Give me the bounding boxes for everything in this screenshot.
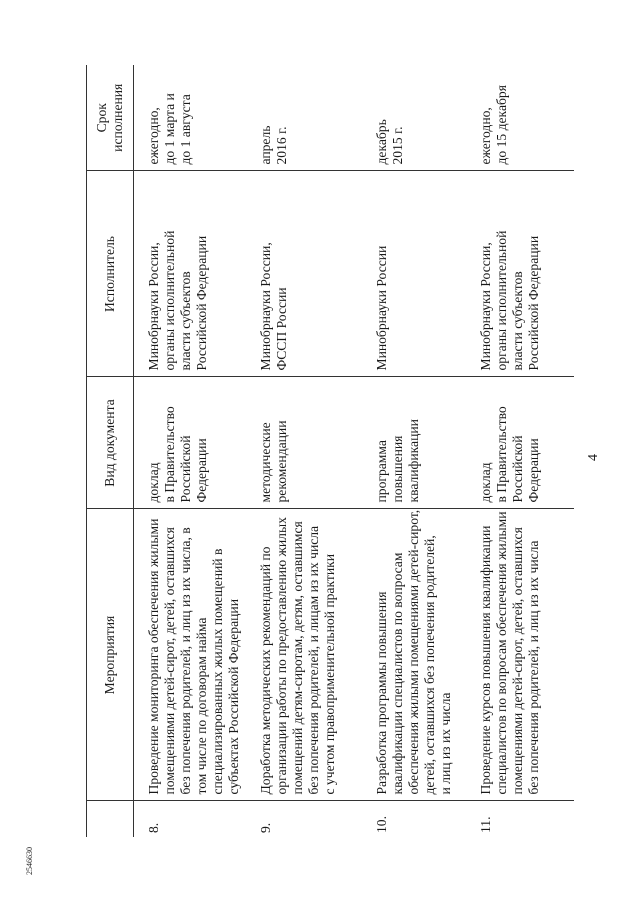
table-row	[246, 65, 362, 837]
text-line: декабрь	[374, 119, 389, 165]
header-deadline: Срок исполнения	[87, 65, 134, 171]
text-line: Минобрнауки России	[374, 245, 389, 371]
activity-cell	[246, 509, 362, 801]
text-line: и лиц из их числа	[438, 692, 453, 795]
text-line: повышения	[390, 435, 405, 503]
text-line: до 15 декабря	[494, 85, 509, 165]
text-line: Минобрнауки России,	[258, 242, 273, 371]
row-number: 10.	[374, 816, 389, 833]
executor-cell	[134, 171, 247, 377]
doc-type-cell	[362, 377, 466, 509]
deadline-cell	[466, 65, 574, 171]
activity-cell	[134, 509, 247, 801]
row-number: 8.	[146, 822, 161, 833]
text-line: программа	[374, 440, 389, 503]
text-line: специализированных жилых помещений в	[210, 548, 225, 795]
deadline-cell	[134, 65, 247, 171]
table-row	[466, 65, 574, 837]
text-line: Российской Федерации	[194, 235, 209, 371]
text-line: Российской Федерации	[526, 235, 541, 371]
text-line: помещениями детей-сирот, детей, оставшихся	[162, 527, 177, 795]
text-line: без попечения родителей, и лиц из их числа	[526, 540, 541, 795]
header-executor: Исполнитель	[87, 171, 134, 377]
doc-type-cell	[246, 377, 362, 509]
text-line: методические	[258, 422, 273, 503]
text-line: Разработка программы повышения	[374, 591, 389, 795]
text-line: Проведение мониторинга обеспечения жилыми	[146, 518, 161, 795]
text-line: в Правительство	[494, 406, 509, 503]
text-line: Российской	[510, 435, 525, 503]
text-line: 2016 г.	[274, 126, 289, 165]
text-line: том числе по договорам найма	[194, 617, 209, 795]
measures-table	[86, 65, 574, 837]
document-id: 2546630	[25, 847, 34, 875]
header-activities: Мероприятия	[87, 509, 134, 801]
text-line: органы исполнительной	[162, 230, 177, 371]
text-line: власти субъектов	[510, 271, 525, 371]
text-line: специалистов по вопросам обеспечения жилыми	[494, 511, 509, 795]
header-number	[87, 801, 134, 837]
executor-cell	[246, 171, 362, 377]
text-line: апрель	[258, 125, 273, 165]
text-line: Доработка методических рекомендаций по	[258, 546, 273, 795]
row-number: 9.	[258, 822, 273, 833]
table-row	[362, 65, 466, 837]
text-line: помещениями детей-сирот, детей, оставшихся	[510, 527, 525, 795]
text-line: квалификации специалистов по вопросам	[390, 552, 405, 795]
text-line: обеспечения жилыми помещениями детей-сирот,	[406, 509, 421, 795]
text-line: доклад	[478, 462, 493, 503]
text-line: в Правительство	[162, 406, 177, 503]
text-line: детей, оставшихся без попечения родителей,	[422, 535, 437, 795]
text-line: квалификации	[406, 419, 421, 503]
text-line: без попечения родителей, и лиц из их числа, в	[178, 527, 193, 795]
table-header-row	[87, 65, 134, 837]
text-line: Минобрнауки России,	[146, 242, 161, 371]
activity-cell	[362, 509, 466, 801]
text-line: Федерации	[526, 438, 541, 503]
text-line: органы исполнительной	[494, 230, 509, 371]
deadline-cell	[246, 65, 362, 171]
text-line: ФССП России	[274, 287, 289, 371]
header-document-type: Вид документа	[87, 377, 134, 509]
executor-cell	[466, 171, 574, 377]
deadline-cell	[362, 65, 466, 171]
doc-type-cell	[466, 377, 574, 509]
text-line: рекомендации	[274, 420, 289, 503]
text-line: власти субъектов	[178, 271, 193, 371]
executor-cell	[362, 171, 466, 377]
text-line: Минобрнауки России,	[478, 242, 493, 371]
text-line: с учетом правоприменительной практики	[322, 554, 337, 795]
doc-type-cell	[134, 377, 247, 509]
table-row	[134, 65, 247, 837]
text-line: до 1 марта и	[162, 93, 177, 165]
text-line: организации работы по предоставлению жилых	[274, 517, 289, 795]
page-number: 4	[586, 454, 601, 461]
text-line: ежегодно,	[146, 107, 161, 165]
text-line: без попечения родителей, и лицам из их числа	[306, 525, 321, 795]
text-line: до 1 августа	[178, 94, 193, 165]
text-line: доклад	[146, 462, 161, 503]
text-line: субъектах Российской Федерации	[226, 599, 241, 795]
text-line: помещений детям-сиротам, детям, оставшимся	[290, 521, 305, 795]
text-line: Федерации	[194, 438, 209, 503]
text-line: Проведение курсов повышения квалификации	[478, 525, 493, 795]
text-line: Российской	[178, 435, 193, 503]
activity-cell	[466, 509, 574, 801]
text-line: ежегодно,	[478, 107, 493, 165]
text-line: 2015 г.	[390, 126, 405, 165]
row-number: 11.	[478, 816, 493, 833]
